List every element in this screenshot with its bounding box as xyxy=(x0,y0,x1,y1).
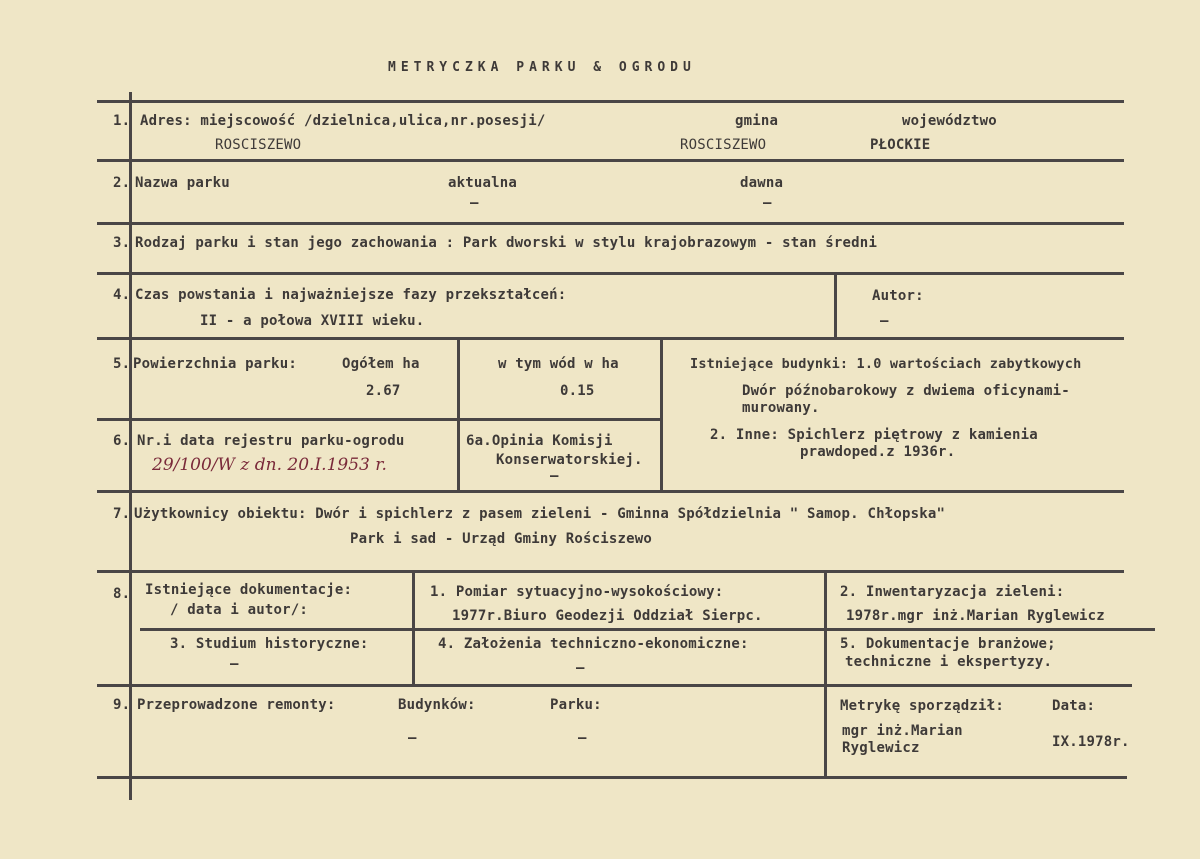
s1-number: 1. xyxy=(113,113,131,129)
divider-s5-right xyxy=(660,337,663,490)
rule-2 xyxy=(97,222,1124,225)
s5-inne-line1: 2. Inne: Spichlerz piętrowy z kamienia xyxy=(710,427,1038,443)
s9-budynkow-label: Budynków: xyxy=(398,697,476,713)
s9-autor-line1: mgr inż.Marian xyxy=(842,723,963,739)
s8-dokumentacje-line1: 5. Dokumentacje branżowe; xyxy=(840,636,1056,652)
s2-dawna-value: — xyxy=(763,195,772,211)
s9-budynkow-value: — xyxy=(408,730,417,746)
divider-s9 xyxy=(824,684,827,776)
s7-number: 7. xyxy=(113,506,131,522)
divider-s8-right xyxy=(824,570,827,684)
s7-line2: Park i sad - Urząd Gminy Rościszewo xyxy=(350,531,653,547)
s6-label: Nr.i data rejestru parku-ogrodu xyxy=(137,433,405,449)
s4-label: Czas powstania i najważniejsze fazy przekształceń: xyxy=(135,287,567,303)
s8-number: 8. xyxy=(113,586,131,602)
s5-budynki-label: Istniejące budynki: 1.0 wartościach zabytkowych xyxy=(690,356,1082,372)
s6-handwritten-register: 29/100/W z dn. 20.I.1953 r. xyxy=(152,455,387,475)
rule-4 xyxy=(97,337,1124,340)
s6-number: 6. xyxy=(113,433,131,449)
s6a-label-line2: Konserwatorskiej. xyxy=(496,452,643,468)
s2-dawna-label: dawna xyxy=(740,175,784,191)
s1-wojewodztwo-value: PŁOCKIE xyxy=(870,137,931,153)
s9-parku-label: Parku: xyxy=(550,697,602,713)
s4-value: II - a połowa XVIII wieku. xyxy=(200,313,425,329)
s6a-value: — xyxy=(550,468,559,484)
divider-autor xyxy=(834,272,837,337)
s8-label-line2: / data i autor/: xyxy=(170,602,309,618)
s3-text: Rodzaj parku i stan jego zachowania : Park dworski w stylu krajobrazowym - stan średni xyxy=(135,235,878,251)
s5-inne-line2: prawdoped.z 1936r. xyxy=(800,444,956,460)
s5-budynki-line1: Dwór późnobarokowy z dwiema oficynami- xyxy=(742,383,1070,399)
s5-wod-label: w tym wód w ha xyxy=(498,356,619,372)
s7-line1: Użytkownicy obiektu: Dwór i spichlerz z pasem zieleni - Gminna Spółdzielnia " Samop. Chłopska" xyxy=(134,506,946,522)
s9-data-value: IX.1978r. xyxy=(1052,734,1130,750)
rule-3 xyxy=(97,272,1124,275)
s5-budynki-line2: murowany. xyxy=(742,400,820,416)
divider-s8-left xyxy=(412,570,415,684)
s5-wod-value: 0.15 xyxy=(560,383,595,399)
s8-dokumentacje-line2: techniczne i ekspertyzy. xyxy=(845,654,1053,670)
s5-label: Powierzchnia parku: xyxy=(133,356,297,372)
divider-s5-left xyxy=(457,337,460,490)
s1-gmina-label: gmina xyxy=(735,113,779,129)
s3-number: 3. xyxy=(113,235,131,251)
s8-zalozenia-value: — xyxy=(576,660,585,676)
s5-ogolem-value: 2.67 xyxy=(366,383,401,399)
s2-number: 2. xyxy=(113,175,131,191)
s1-label: Adres: miejscowość /dzielnica,ulica,nr.posesji/ xyxy=(140,113,546,129)
rule-bottom xyxy=(97,776,1127,779)
s2-aktualna-value: — xyxy=(470,195,479,211)
s9-autor-line2: Ryglewicz xyxy=(842,740,920,756)
s4-number: 4. xyxy=(113,287,131,303)
s8-studium-value: — xyxy=(230,656,239,672)
s1-miejscowosc-value: ROSCISZEWO xyxy=(215,137,302,153)
s2-label: Nazwa parku xyxy=(135,175,230,191)
s8-zalozenia-label: 4. Założenia techniczno-ekonomiczne: xyxy=(438,636,749,652)
s8-label-line1: Istniejące dokumentacje: xyxy=(145,582,353,598)
s8-pomiar-value: 1977r.Biuro Geodezji Oddział Sierpc. xyxy=(452,608,763,624)
s1-gmina-value: ROSCISZEWO xyxy=(680,137,767,153)
rule-5 xyxy=(97,418,662,421)
rule-1 xyxy=(97,159,1124,162)
s8-inwentaryzacja-value: 1978r.mgr inż.Marian Ryglewicz xyxy=(846,608,1105,624)
s1-wojewodztwo-label: województwo xyxy=(902,113,997,129)
s4-autor-label: Autor: xyxy=(872,288,924,304)
s5-number: 5. xyxy=(113,356,131,372)
s9-label: Przeprowadzone remonty: xyxy=(137,697,336,713)
document-title: METRYCZKA PARKU & OGRODU xyxy=(388,60,696,75)
rule-6 xyxy=(97,490,1124,493)
s9-parku-value: — xyxy=(578,730,587,746)
rule-8a xyxy=(140,628,1155,631)
s9-data-label: Data: xyxy=(1052,698,1096,714)
s8-studium-label: 3. Studium historyczne: xyxy=(170,636,369,652)
s4-autor-value: — xyxy=(880,313,889,329)
rule-7 xyxy=(97,570,1124,573)
s8-pomiar-label: 1. Pomiar sytuacyjno-wysokościowy: xyxy=(430,584,724,600)
s5-ogolem-label: Ogółem ha xyxy=(342,356,420,372)
rule-8 xyxy=(97,684,1132,687)
s9-number: 9. xyxy=(113,697,131,713)
s2-aktualna-label: aktualna xyxy=(448,175,518,191)
s9-metryke-label: Metrykę sporządził: xyxy=(840,698,1004,714)
rule-top xyxy=(97,100,1124,103)
s8-inwentaryzacja-label: 2. Inwentaryzacja zieleni: xyxy=(840,584,1065,600)
s6a-label-line1: 6a.Opinia Komisji xyxy=(466,433,613,449)
